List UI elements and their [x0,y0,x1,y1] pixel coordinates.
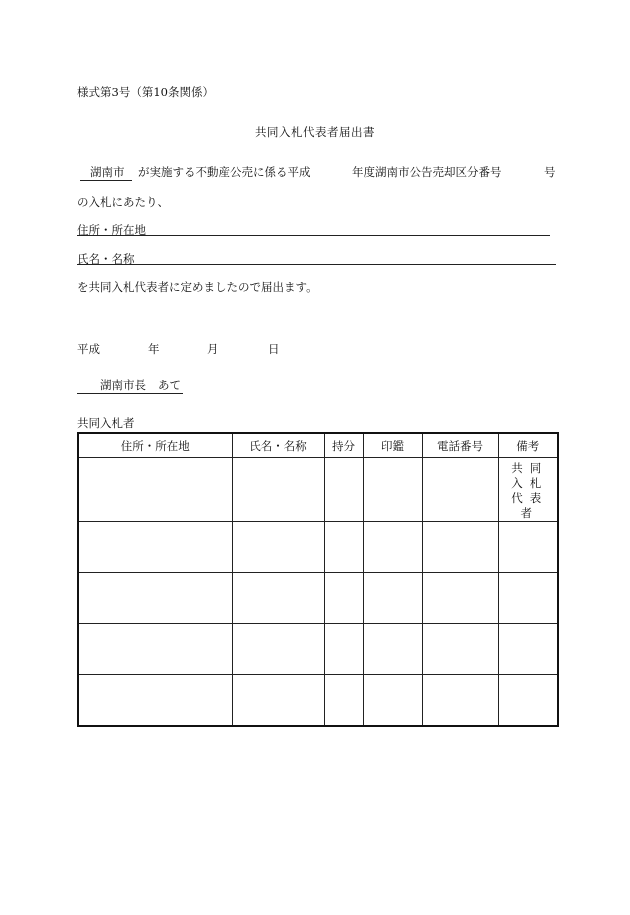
cell-seal[interactable] [363,522,422,573]
form-number: 様式第3号（第10条関係） [77,85,214,99]
cell-name[interactable] [232,573,324,624]
table-row [78,573,558,624]
cell-name[interactable] [232,624,324,675]
cell-remarks-representative: 共同入札代表者 [498,458,558,522]
cell-share[interactable] [324,573,363,624]
date-era: 平成 [77,342,100,356]
cell-address[interactable] [78,458,232,522]
cell-name[interactable] [232,522,324,573]
cell-remarks[interactable] [498,624,558,675]
col-header-seal: 印鑑 [363,433,422,458]
document-title: 共同入札代表者届出書 [255,125,375,139]
cell-share[interactable] [324,458,363,522]
cell-share[interactable] [324,675,363,727]
col-header-name: 氏名・名称 [232,433,324,458]
name-label: 氏名・名称 [77,252,135,266]
cell-address[interactable] [78,522,232,573]
cell-address[interactable] [78,573,232,624]
cell-phone[interactable] [422,573,498,624]
city-name-underlined: 湖南市 [80,164,132,181]
cell-remarks[interactable] [498,675,558,727]
col-header-address: 住所・所在地 [78,433,232,458]
bidders-label: 共同入札者 [77,416,135,430]
intro-line2: の入札にあたり、 [77,195,169,209]
col-header-share: 持分 [324,433,363,458]
cell-phone[interactable] [422,675,498,727]
cell-share[interactable] [324,522,363,573]
table-row [78,675,558,727]
date-day: 日 [268,342,280,356]
address-label: 住所・所在地 [77,223,146,237]
cell-address[interactable] [78,675,232,727]
bidders-table [77,432,559,727]
table-row [78,458,558,522]
cell-phone[interactable] [422,458,498,522]
addressee-name: 湖南市長 [100,378,146,392]
date-month: 月 [207,342,219,356]
intro-text-a: が実施する不動産公売に係る平成 [138,165,311,179]
col-header-phone: 電話番号 [422,433,498,458]
date-year: 年 [148,342,160,356]
cell-seal[interactable] [363,458,422,522]
addressee-suffix: あて [158,378,181,392]
table-row [78,522,558,573]
cell-seal[interactable] [363,573,422,624]
cell-address[interactable] [78,624,232,675]
name-field-line[interactable] [77,264,556,265]
table-row [78,624,558,675]
cell-seal[interactable] [363,675,422,727]
cell-name[interactable] [232,675,324,727]
intro-text-b: 年度湖南市公告売却区分番号 [352,165,502,179]
cell-share[interactable] [324,624,363,675]
cell-phone[interactable] [422,624,498,675]
cell-phone[interactable] [422,522,498,573]
address-field-line[interactable] [77,235,550,236]
intro-text-c: 号 [544,165,556,179]
addressee [77,377,183,394]
table-header-row [78,433,558,458]
cell-remarks[interactable] [498,573,558,624]
declaration-text: を共同入札代表者に定めましたので届出ます。 [77,280,318,294]
cell-name[interactable] [232,458,324,522]
col-header-remarks: 備考 [498,433,558,458]
cell-seal[interactable] [363,624,422,675]
cell-remarks[interactable] [498,522,558,573]
